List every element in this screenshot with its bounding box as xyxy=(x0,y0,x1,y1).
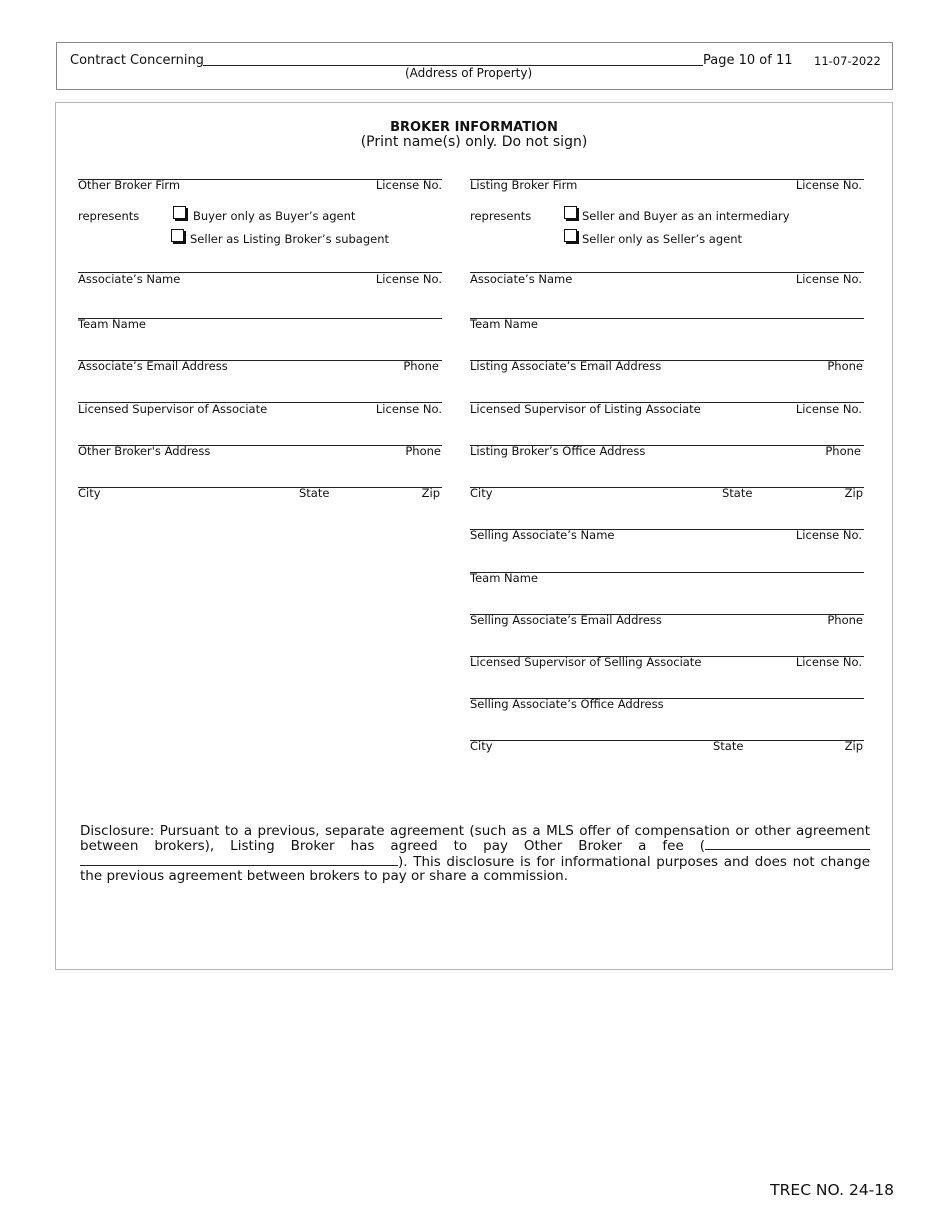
left-city-label: City xyxy=(78,486,101,500)
listing-email-phone-label: Phone xyxy=(827,359,863,373)
selling-associate-name-label: Selling Associate’s Name xyxy=(470,528,615,542)
disclosure-text-part1: Disclosure: Pursuant to a previous, separate agreement (such as a MLS offer of compensation or other agreement between brokers), Listing Broker has agreed to pay Other Broker a fee ( xyxy=(80,823,870,855)
right-state-label: State xyxy=(722,486,753,500)
selling-phone-label: Phone xyxy=(827,613,863,627)
right-team-name-label: Team Name xyxy=(470,317,538,331)
right-associate-name-label: Associate’s Name xyxy=(470,272,573,286)
right-associate-license-label: License No. xyxy=(795,272,862,286)
buyer-agent-option-label: Buyer only as Buyer’s agent xyxy=(193,209,356,223)
seller-subagent-option-label: Seller as Listing Broker’s subagent xyxy=(190,232,390,246)
contract-header xyxy=(56,42,893,90)
left-email-phone-label: Phone xyxy=(403,359,439,373)
seller-agent-option-label: Seller only as Seller’s agent xyxy=(582,232,742,246)
listing-email-label: Listing Associate’s Email Address xyxy=(470,359,662,373)
right-city-field[interactable] xyxy=(470,487,864,488)
disclosure-paragraph xyxy=(80,824,870,884)
selling-city-field[interactable] xyxy=(470,740,864,741)
left-state-label: State xyxy=(299,486,330,500)
selling-supervisor-label: Licensed Supervisor of Selling Associate xyxy=(470,655,702,669)
left-team-name-label: Team Name xyxy=(78,317,146,331)
intermediary-option-label: Seller and Buyer as an intermediary xyxy=(582,209,790,223)
other-broker-phone-label: Phone xyxy=(405,444,441,458)
form-date: 11-07-2022 xyxy=(814,54,881,68)
left-associate-license-label: License No. xyxy=(375,272,442,286)
broker-info-title: BROKER INFORMATION xyxy=(390,120,558,135)
right-represents-label: represents xyxy=(470,209,532,223)
selling-city-label: City xyxy=(470,739,493,753)
buyer-agent-checkbox[interactable] xyxy=(173,206,186,219)
broker-info-subtitle: (Print name(s) only. Do not sign) xyxy=(360,134,588,150)
fee-amount-field[interactable] xyxy=(705,838,870,850)
left-city-field[interactable] xyxy=(78,487,442,488)
other-broker-license-label: License No. xyxy=(375,178,442,192)
form-number: TREC NO. 24-18 xyxy=(770,1181,894,1199)
listing-supervisor-license-label: License No. xyxy=(795,402,862,416)
left-email-label: Associate’s Email Address xyxy=(78,359,228,373)
selling-office-address-label: Selling Associate’s Office Address xyxy=(470,697,664,711)
disclosure-text-part2: ). This disclosure is for informational purposes and does not change the previous agreement between brokers to pay or share a commission. xyxy=(80,853,870,885)
selling-email-label: Selling Associate’s Email Address xyxy=(470,613,662,627)
selling-zip-label: Zip xyxy=(844,739,863,753)
right-zip-label: Zip xyxy=(844,486,863,500)
listing-office-address-label: Listing Broker’s Office Address xyxy=(470,444,646,458)
other-broker-address-label: Other Broker's Address xyxy=(78,444,211,458)
listing-broker-firm-label: Listing Broker Firm xyxy=(470,178,578,192)
selling-supervisor-license-label: License No. xyxy=(795,655,862,669)
other-broker-firm-label: Other Broker Firm xyxy=(78,178,181,192)
contract-concerning-label: Contract Concerning xyxy=(70,53,204,68)
selling-state-label: State xyxy=(713,739,744,753)
intermediary-checkbox[interactable] xyxy=(564,206,577,219)
selling-team-name-label: Team Name xyxy=(470,571,538,585)
seller-agent-checkbox[interactable] xyxy=(564,229,577,242)
left-zip-label: Zip xyxy=(421,486,440,500)
selling-associate-license-label: License No. xyxy=(795,528,862,542)
address-caption: (Address of Property) xyxy=(405,66,533,80)
right-city-label: City xyxy=(470,486,493,500)
left-supervisor-license-label: License No. xyxy=(375,402,442,416)
seller-subagent-checkbox[interactable] xyxy=(171,229,184,242)
listing-broker-license-label: License No. xyxy=(795,178,862,192)
fee-description-field[interactable] xyxy=(80,854,398,866)
left-associate-name-label: Associate’s Name xyxy=(78,272,181,286)
left-supervisor-label: Licensed Supervisor of Associate xyxy=(78,402,268,416)
listing-supervisor-label: Licensed Supervisor of Listing Associate xyxy=(470,402,701,416)
listing-office-phone-label: Phone xyxy=(825,444,861,458)
left-represents-label: represents xyxy=(78,209,140,223)
page-info: Page 10 of 11 xyxy=(703,53,793,68)
